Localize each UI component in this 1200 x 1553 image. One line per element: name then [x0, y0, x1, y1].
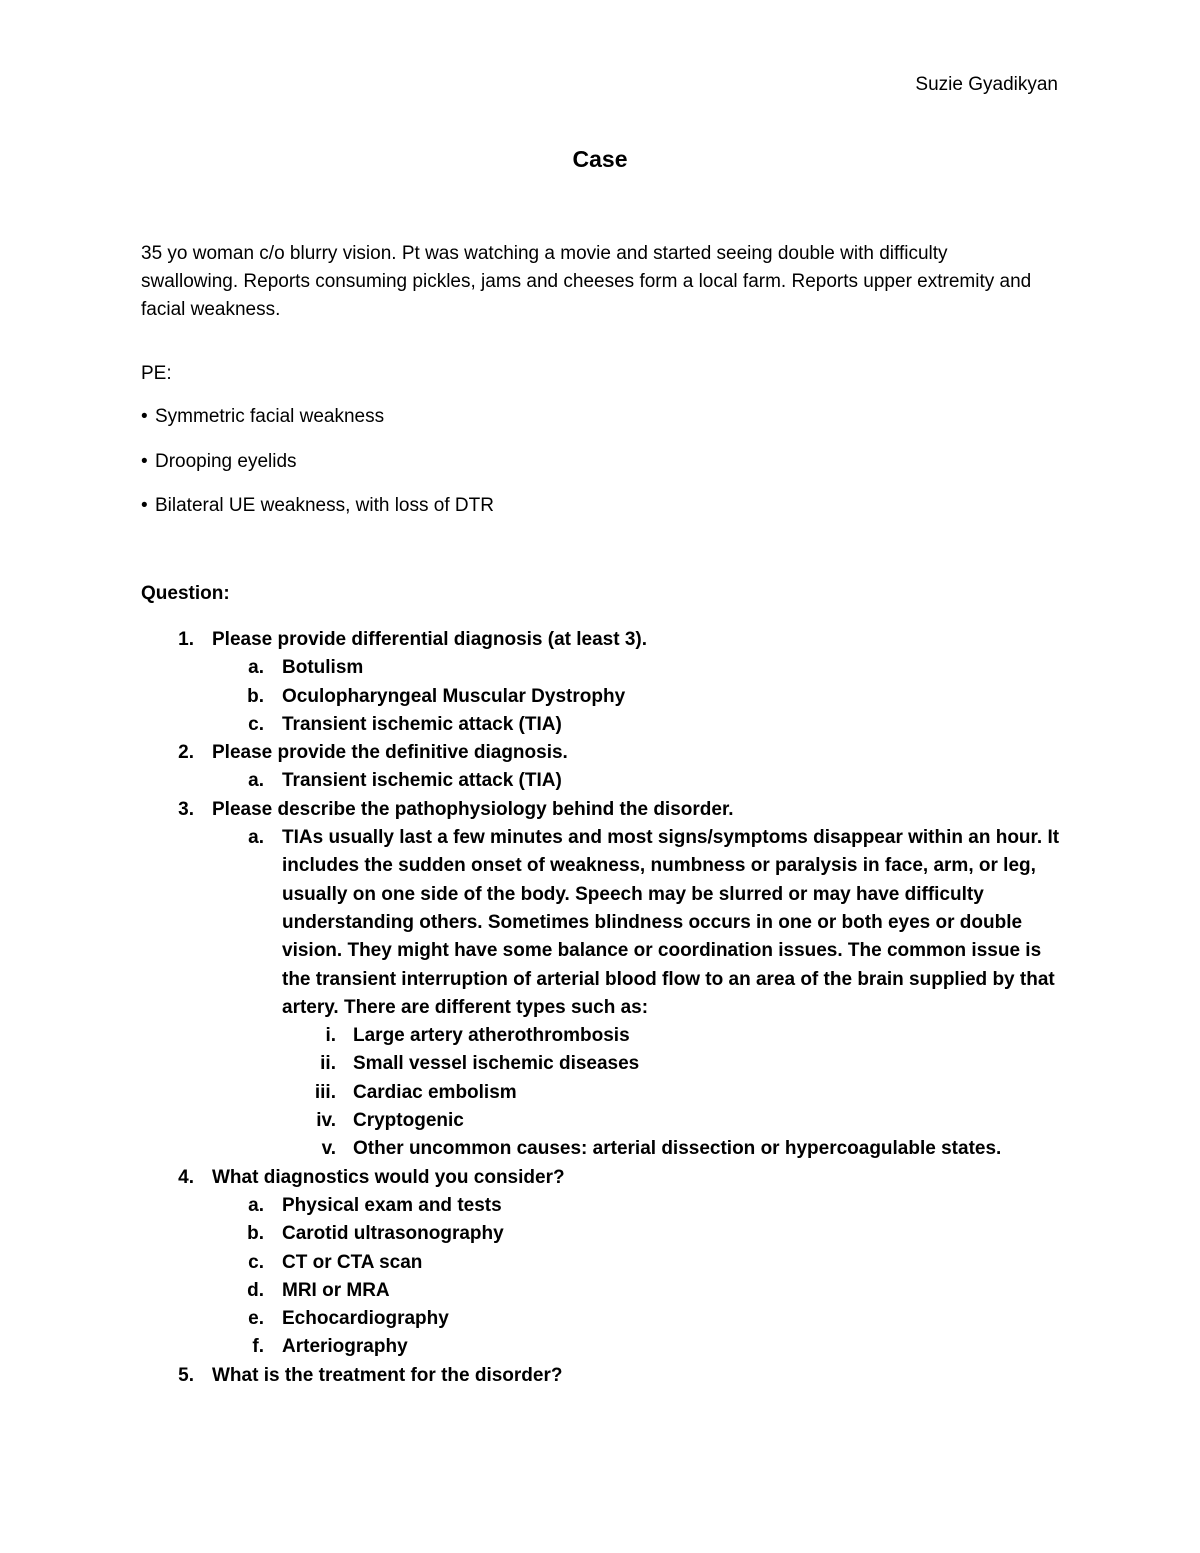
pe-item: • Drooping eyelids	[141, 451, 297, 472]
question-item: 3. Please describe the pathophysiology behind the disorder.	[178, 798, 734, 820]
case-intro: 35 yo woman c/o blurry vision. Pt was watching a movie and started seeing double with difficulty swallowing. Reports consuming pickles, jams and cheeses form a local farm. Reports upper extremity and facial weakness.	[141, 243, 1032, 320]
bullet-icon: •	[141, 495, 148, 516]
question-item: 5. What is the treatment for the disorder?	[178, 1364, 563, 1386]
bullet-icon: •	[141, 451, 148, 472]
answer-item: b. Carotid ultrasonography	[247, 1223, 504, 1245]
answer-item: e. Echocardiography	[248, 1308, 449, 1330]
question-item: 4. What diagnostics would you consider?	[178, 1166, 565, 1188]
pe-item: • Bilateral UE weakness, with loss of DTR	[141, 495, 494, 516]
subitem: v. Other uncommon causes: arterial dissection or hypercoagulable states.	[321, 1138, 1002, 1160]
answer-item: a. Transient ischemic attack (TIA)	[248, 770, 562, 792]
subitem: i. Large artery atherothrombosis	[325, 1025, 630, 1047]
answer-item: a. Botulism	[248, 657, 364, 679]
question-heading: Question:	[141, 583, 230, 604]
answer-paragraph: a. TIAs usually last a few minutes and most signs/symptoms disappear within an hour. It includes the sudden onset of weakness, numbness or paralysis in face, arm, or leg, usually on one side of the body. Speech may be slurred or may have difficulty understanding others. Sometimes blindness occurs in one or both eyes or double vision. They might have some balance or coordination issues. The common issue is the transient interruption of arterial blood flow to an area of the brain supplied by that artery. There are different types such as:	[248, 827, 1060, 1018]
answer-item: d. MRI or MRA	[247, 1279, 390, 1301]
subitem: iv. Cryptogenic	[316, 1110, 464, 1132]
question-item: 2. Please provide the definitive diagnosis.	[178, 742, 568, 764]
subitem: iii. Cardiac embolism	[314, 1081, 517, 1103]
pe-item: • Symmetric facial weakness	[141, 406, 385, 427]
answer-item: b. Oculopharyngeal Muscular Dystrophy	[247, 685, 626, 707]
bullet-icon: •	[141, 406, 148, 427]
question-item: 1. Please provide differential diagnosis (at least 3).	[178, 629, 648, 650]
answer-item: c. Transient ischemic attack (TIA)	[248, 713, 562, 735]
author-name: Suzie Gyadikyan	[915, 74, 1058, 95]
question-list	[0, 626, 1200, 1390]
answer-item: c. CT or CTA scan	[248, 1251, 423, 1273]
page-title: Case	[572, 146, 628, 172]
answer-item: f. Arteriography	[252, 1336, 408, 1358]
pe-label: PE:	[141, 363, 172, 384]
answer-item: a. Physical exam and tests	[248, 1194, 502, 1216]
subitem: ii. Small vessel ischemic diseases	[320, 1053, 640, 1075]
